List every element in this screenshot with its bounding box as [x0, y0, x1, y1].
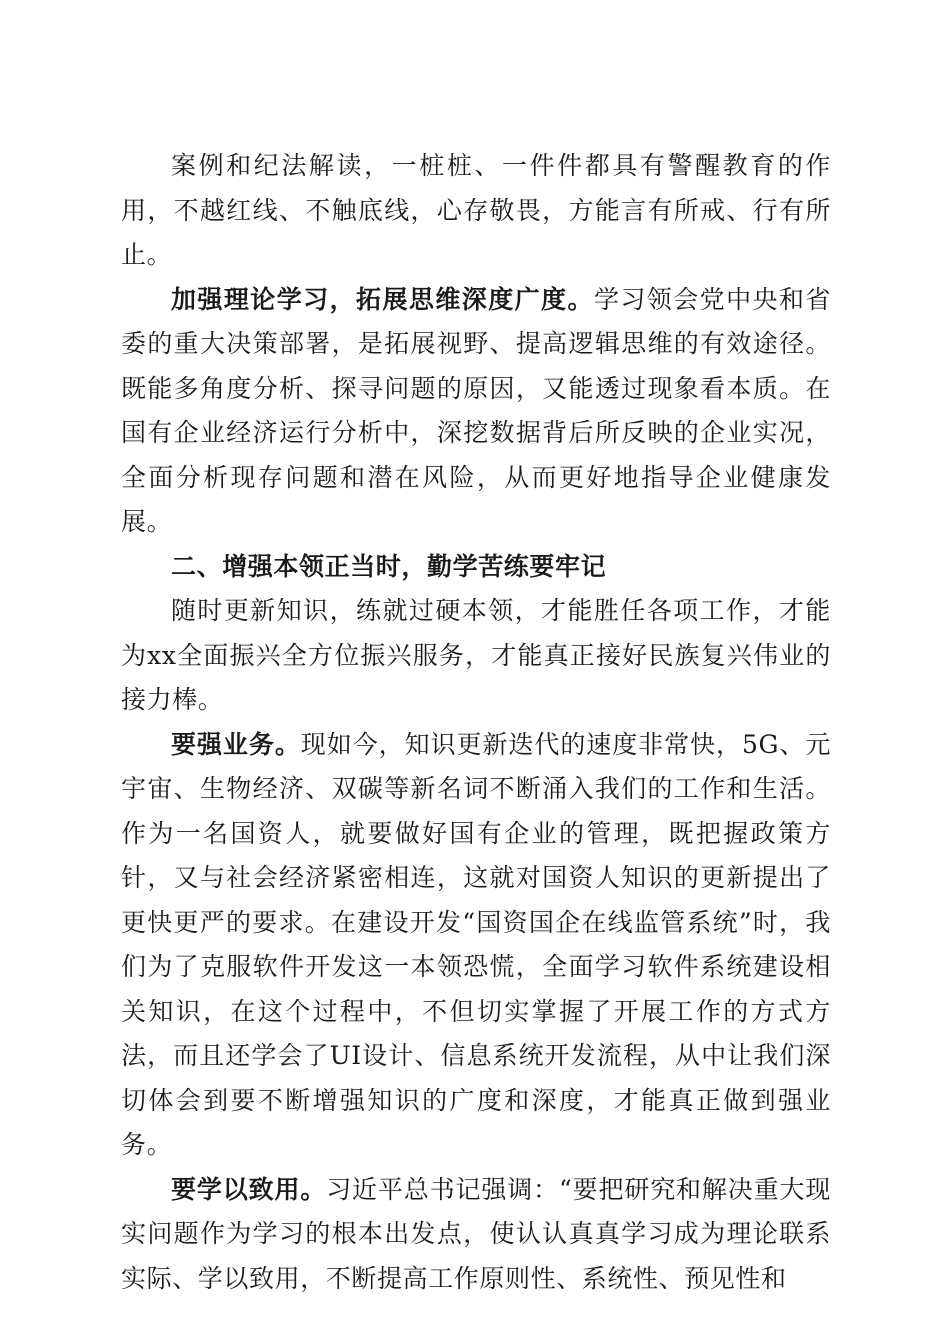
- paragraph-text: 现如今，知识更新迭代的速度非常快，5G、元宇宙、生物经济、双碳等新名词不断涌入我们的工作和生活。作为一名国资人，就要做好国有企业的管理，既把握政策方针，又与社会经济紧密相连，这就对国资人知识的更新提出了更快更严的要求。在建设开发“国资国企在线监管系统”时，我们为了克服软件开发这一本领恐慌，全面学习软件系统建设相关知识，在这个过程中，不但切实掌握了开展工作的方式方法，而且还学会了UI设计、信息系统开发流程，从中让我们深切体会到要不断增强知识的广度和深度，才能真正做到强业务。: [121, 729, 831, 1159]
- paragraph-text: 随时更新知识，练就过硬本领，才能胜任各项工作，才能为xx全面振兴全方位振兴服务，才能真正接好民族复兴伟业的接力棒。: [121, 596, 831, 714]
- paragraph-lead: 加强理论学习，拓展思维深度广度。: [171, 284, 594, 314]
- paragraph-lead: 要学以致用。: [171, 1174, 327, 1204]
- paragraph-case-study: [121, 144, 831, 278]
- section-heading: 二、增强本领正当时，勤学苦练要牢记: [171, 551, 607, 581]
- paragraph-update-knowledge: [121, 589, 831, 723]
- paragraph-theory-study: [121, 278, 831, 545]
- paragraph-strengthen-business: [121, 723, 831, 1168]
- paragraph-text: 学习领会党中央和省委的重大决策部署，是拓展视野、提高逻辑思维的有效途径。既能多角度分析、探寻问题的原因，又能透过现象看本质。在国有企业经济运行分析中，深挖数据背后所反映的企业实况，全面分析现存问题和潜在风险，从而更好地指导企业健康发展。: [121, 284, 831, 536]
- paragraph-apply-learning: [121, 1168, 831, 1302]
- paragraph-lead: 要强业务。: [171, 729, 301, 759]
- paragraph-text: 习近平总书记强调：“要把研究和解决重大现实问题作为学习的根本出发点，使认认真真学习成为理论联系实际、学以致用，不断提高工作原则性、系统性、预见性和: [121, 1174, 831, 1293]
- document-page: [121, 144, 831, 1301]
- paragraph-text: 案例和纪法解读，一桩桩、一件件都具有警醒教育的作用，不越红线、不触底线，心存敬畏，方能言有所戒、行有所止。: [121, 151, 831, 269]
